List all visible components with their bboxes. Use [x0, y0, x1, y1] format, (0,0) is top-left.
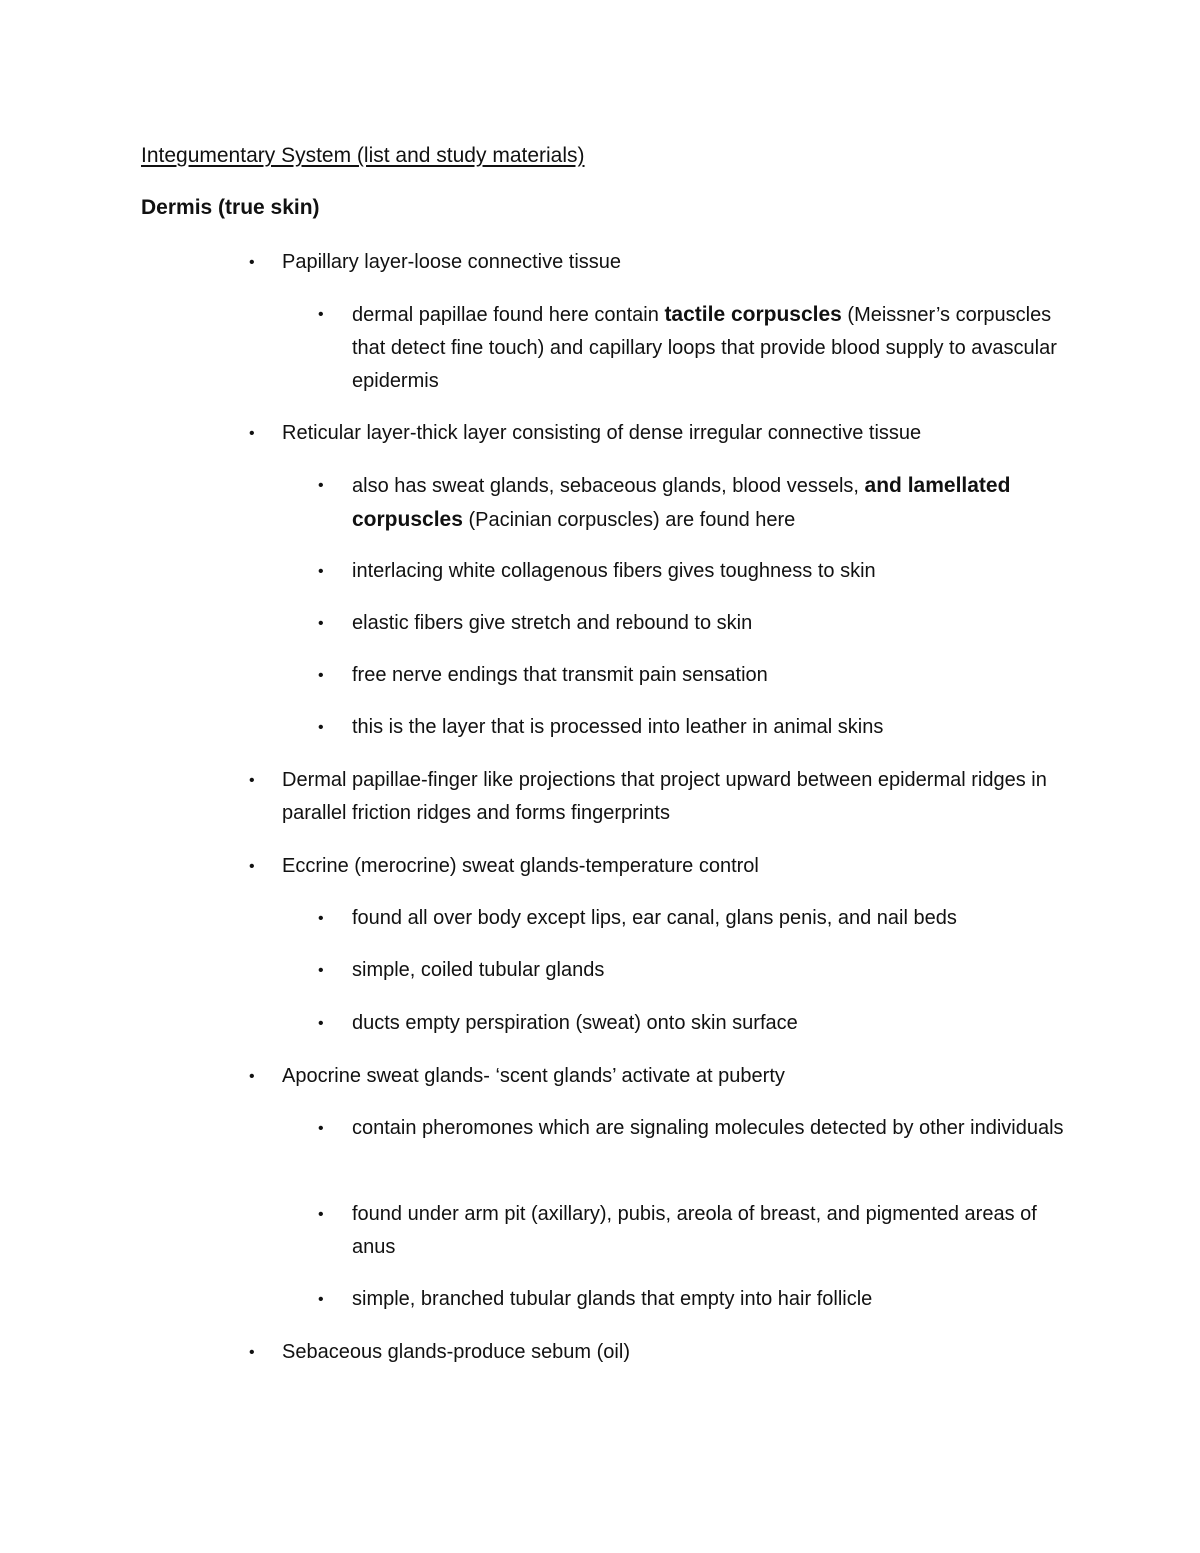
bullet-icon: •: [318, 1291, 324, 1308]
bullet-icon: •: [249, 1344, 255, 1361]
list-item: [318, 469, 1072, 537]
list-item: [249, 417, 1072, 450]
list-item: [249, 1336, 1072, 1369]
document-title: Integumentary System (list and study materials): [141, 144, 585, 167]
section-heading: Dermis (true skin): [141, 196, 320, 219]
list-item-text: Apocrine sweat glands- ‘scent glands’ activate at puberty: [282, 1065, 785, 1087]
bullet-icon: •: [318, 563, 324, 580]
list-item-text: Reticular layer-thick layer consisting of dense irregular connective tissue: [282, 422, 922, 444]
list-item-text: simple, coiled tubular glands: [352, 959, 605, 981]
list-item: [318, 659, 1072, 692]
list-item: [318, 902, 1072, 935]
bullet-icon: •: [249, 1068, 255, 1085]
list-item-text: Papillary layer-loose connective tissue: [282, 251, 622, 273]
bullet-icon: •: [318, 1120, 324, 1137]
list-item-text: (Meissner’s corpuscles that detect fine touch) and capillary loops that provide blood supply to avascular epidermis: [352, 304, 1057, 392]
bullet-icon: •: [318, 719, 324, 736]
bullet-icon: •: [249, 858, 255, 875]
list-item: [318, 1007, 1072, 1040]
bullet-icon: •: [318, 1206, 324, 1223]
list-item: [318, 1112, 1072, 1145]
list-item-text: (Pacinian corpuscles) are found here: [462, 509, 796, 531]
list-item-text: found all over body except lips, ear canal, glans penis, and nail beds: [352, 907, 957, 929]
list-item-text: Eccrine (merocrine) sweat glands-temperature control: [282, 855, 759, 877]
bullet-icon: •: [318, 615, 324, 632]
list-item: [318, 1283, 1072, 1316]
bullet-icon: •: [318, 306, 324, 323]
list-item-text: interlacing white collagenous fibers gives toughness to skin: [352, 560, 876, 582]
bullet-icon: •: [249, 425, 255, 442]
list-item-text: found under arm pit (axillary), pubis, areola of breast, and pigmented areas of anus: [352, 1203, 1037, 1258]
bullet-icon: •: [318, 477, 324, 494]
list-item: [318, 607, 1072, 640]
bullet-icon: •: [249, 254, 255, 271]
list-item: [249, 246, 1072, 279]
list-item-text: simple, branched tubular glands that empty into hair follicle: [352, 1288, 873, 1310]
bullet-icon: •: [318, 1015, 324, 1032]
list-item: [318, 1198, 1072, 1264]
bullet-icon: •: [249, 772, 255, 789]
list-item-text: ducts empty perspiration (sweat) onto skin surface: [352, 1012, 798, 1034]
list-item-text: free nerve endings that transmit pain sensation: [352, 664, 768, 686]
list-item: [318, 555, 1072, 588]
bullet-icon: •: [318, 667, 324, 684]
bullet-icon: •: [318, 962, 324, 979]
list-item-text: Sebaceous glands-produce sebum (oil): [282, 1341, 630, 1363]
bold-term: and lamellated corpuscles: [352, 474, 1011, 531]
list-item-text: this is the layer that is processed into leather in animal skins: [352, 716, 884, 738]
bold-term: tactile corpuscles: [664, 303, 842, 326]
list-item-text: dermal papillae found here contain: [352, 304, 665, 326]
list-item: [318, 711, 1072, 744]
list-item-text: elastic fibers give stretch and rebound to skin: [352, 612, 753, 634]
list-item: [249, 850, 1072, 883]
list-item-text: also has sweat glands, sebaceous glands, blood vessels,: [352, 475, 865, 497]
bullet-icon: •: [318, 910, 324, 927]
list-item: [318, 298, 1072, 398]
list-item-text: contain pheromones which are signaling molecules detected by other individuals: [352, 1117, 1064, 1139]
list-item: [318, 954, 1072, 987]
list-item-text: Dermal papillae-finger like projections that project upward between epidermal ridges in parallel friction ridges and forms fingerprints: [282, 769, 1047, 824]
list-item: [249, 1060, 1072, 1093]
list-item: [249, 764, 1072, 830]
